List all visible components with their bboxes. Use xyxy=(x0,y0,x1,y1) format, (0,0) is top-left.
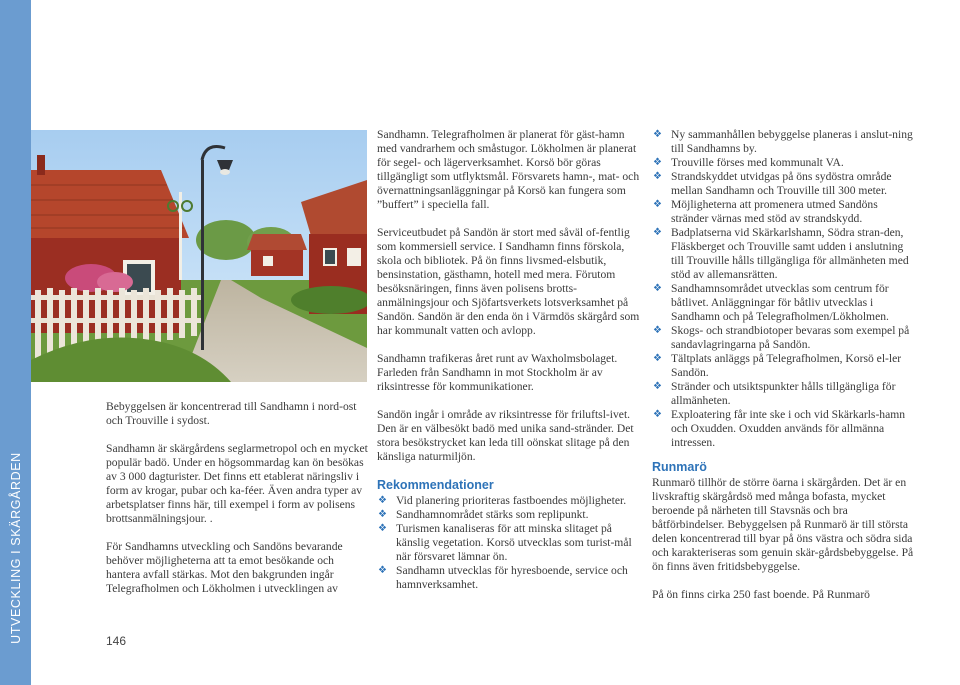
caption-text: Sandhamn är skärgårdens seglarmetropol och en mycket populär badö. Under en högsommardag kan ön besökas av 3 000 dagturister. Det finns ett etablerat näringsliv i form av krogar, pubar och ka-féer. Även andra typer av arbetsplatser finns här, till exempel i form av polisens brottsanmälningsjour. . xyxy=(106,442,368,525)
list-item: ❖ Möjligheterna att promenera utmed Sandöns stränder värnas med stöd av strandskydd. xyxy=(653,198,878,225)
text-column-right xyxy=(652,128,914,602)
village-street-photo xyxy=(31,130,367,382)
recommendation-list-continued xyxy=(652,128,914,450)
recommendation-list xyxy=(377,494,642,592)
diamond-bullet-icon: ❖ xyxy=(653,353,662,364)
list-item: ❖ Ny sammanhållen bebyggelse planeras i anslut-ning till Sandhamns by. xyxy=(653,128,913,155)
list-item: ❖ Exploatering får inte ske i och vid Skärkarls-hamn och Oxudden. Oxudden används för allmänna intressen. xyxy=(653,408,906,449)
paragraph: Serviceutbudet på Sandön är stort med såväl of-fentlig som kommersiell service. I Sandhamn finns förskola, skola och bibliotek. På ön finns livsmed-elsbutik, bensinstation, gästhamn, hotell med mera. Förutom besöksnäringen, finns även polisens brotts-anmälningsjour och Sjöfartsverkets lotsverksamhet på Sandön. Sandön är den enda ön i Värmdös skärgård som har kommunalt vatten och avlopp. xyxy=(377,226,640,337)
section-heading: Runmarö xyxy=(652,460,707,474)
diamond-bullet-icon: ❖ xyxy=(653,325,662,336)
caption-paragraph-3 xyxy=(106,540,368,596)
diamond-bullet-icon: ❖ xyxy=(653,227,662,238)
diamond-bullet-icon: ❖ xyxy=(653,199,662,210)
diamond-bullet-icon: ❖ xyxy=(653,409,662,420)
paragraph: Sandön ingår i område av riksintresse för friluftsl-ivet. Den är en välbesökt badö med unika sand-stränder. Det stora besökstrycket kan leda till oönskat slitage på den känsliga naturmiljön. xyxy=(377,408,634,463)
list-item: ❖ Tältplats anläggs på Telegrafholmen, Korsö el-ler Sandön. xyxy=(653,352,902,379)
sidebar-band xyxy=(0,0,31,685)
caption-text: För Sandhamns utveckling och Sandöns bevarande behöver möjligheterna att ta emot besökande och hantera avfall stärkas. Mot den bakgrunden ingår Telegrafholmen och Lökholmen i utvecklingen av xyxy=(106,540,343,595)
caption-paragraph-2 xyxy=(106,442,368,526)
diamond-bullet-icon: ❖ xyxy=(653,381,662,392)
paragraph: Sandhamn trafikeras året runt av Waxholmsbolaget. Farleden från Sandhamn in mot Stockholm är av riksintresse för kommunikationer. xyxy=(377,352,618,393)
section-heading: Rekommendationer xyxy=(377,478,494,492)
diamond-bullet-icon: ❖ xyxy=(378,523,387,534)
list-item: ❖ Badplatserna vid Skärkarlshamn, Södra stran-den, Fläskberget och Trouville samt udden i anslutning till Trouville hålls tillgängliga för allmänheten med stöd av allemansrätten. xyxy=(653,226,909,281)
paragraph: Runmarö tillhör de större öarna i skärgården. Det är en livskraftig skärgårdsö med många bofasta, mycket beroende på närheten till Stavsnäs och bra båtförbindelser. Bebyggelsen på Runmarö är till största delen koncentrerad till byar på öns västra och södra sida och karakteriseras som genuin skär-gårdsbebyggelse. På ön finns även fritidsbebyggelse. xyxy=(652,476,914,573)
diamond-bullet-icon: ❖ xyxy=(653,171,662,182)
list-item: ❖ Sandhamn utvecklas för hyresboende, service och hamnverksamhet. xyxy=(378,564,628,591)
list-item: ❖ Trouville förses med kommunalt VA. xyxy=(653,156,844,169)
caption-text: Bebyggelsen är koncentrerad till Sandhamn i nord-ost och Trouville i sydost. xyxy=(106,400,357,427)
page-number: 146 xyxy=(106,634,127,648)
paragraph: På ön finns cirka 250 fast boende. På Runmarö xyxy=(652,588,870,601)
caption-paragraph-1 xyxy=(106,400,368,428)
list-item: ❖ Vid planering prioriteras fastboendes möjligheter. xyxy=(378,494,627,507)
diamond-bullet-icon: ❖ xyxy=(653,157,662,168)
sidebar-label: UTVECKLING I SKÄRGÅRDEN xyxy=(9,452,23,644)
diamond-bullet-icon: ❖ xyxy=(653,129,662,140)
paragraph: Sandhamn. Telegrafholmen är planerat för gäst-hamn med vandrarhem och småstugor. Lökholmen är planerat för segel- och lägerverksamhet. Korsö bör göras tillgängligt som utflyktsmål. Försvarets hamn-, mat- och övernattningsanläggningar på Korsö kan fungera som ”buffert” i speciella fall. xyxy=(377,128,640,211)
list-item: ❖ Strandskyddet utvidgas på öns sydöstra område mellan Sandhamn och Trouville till 300 meter. xyxy=(653,170,892,197)
list-item: ❖ Stränder och utsiktspunkter hålls tillgängliga för allmänheten. xyxy=(653,380,896,407)
diamond-bullet-icon: ❖ xyxy=(378,495,387,506)
list-item: ❖ Skogs- och strandbiotoper bevaras som exempel på sandavlagringarna på Sandön. xyxy=(653,324,910,351)
diamond-bullet-icon: ❖ xyxy=(378,565,387,576)
list-item: ❖ Sandhamnsområdet utvecklas som centrum för båtlivet. Anläggningar för båtliv utvecklas i Sandhamn och på Telegrafholmen/Lökholmen. xyxy=(653,282,889,323)
diamond-bullet-icon: ❖ xyxy=(653,283,662,294)
list-item: ❖ Sandhamnområdet stärks som replipunkt. xyxy=(378,508,589,521)
diamond-bullet-icon: ❖ xyxy=(378,509,387,520)
list-item: ❖ Turismen kanaliseras för att minska slitaget på känslig vegetation. Korsö utvecklas som turist-mål när försvaret lämnar ön. xyxy=(378,522,632,563)
text-column-middle xyxy=(377,128,642,592)
